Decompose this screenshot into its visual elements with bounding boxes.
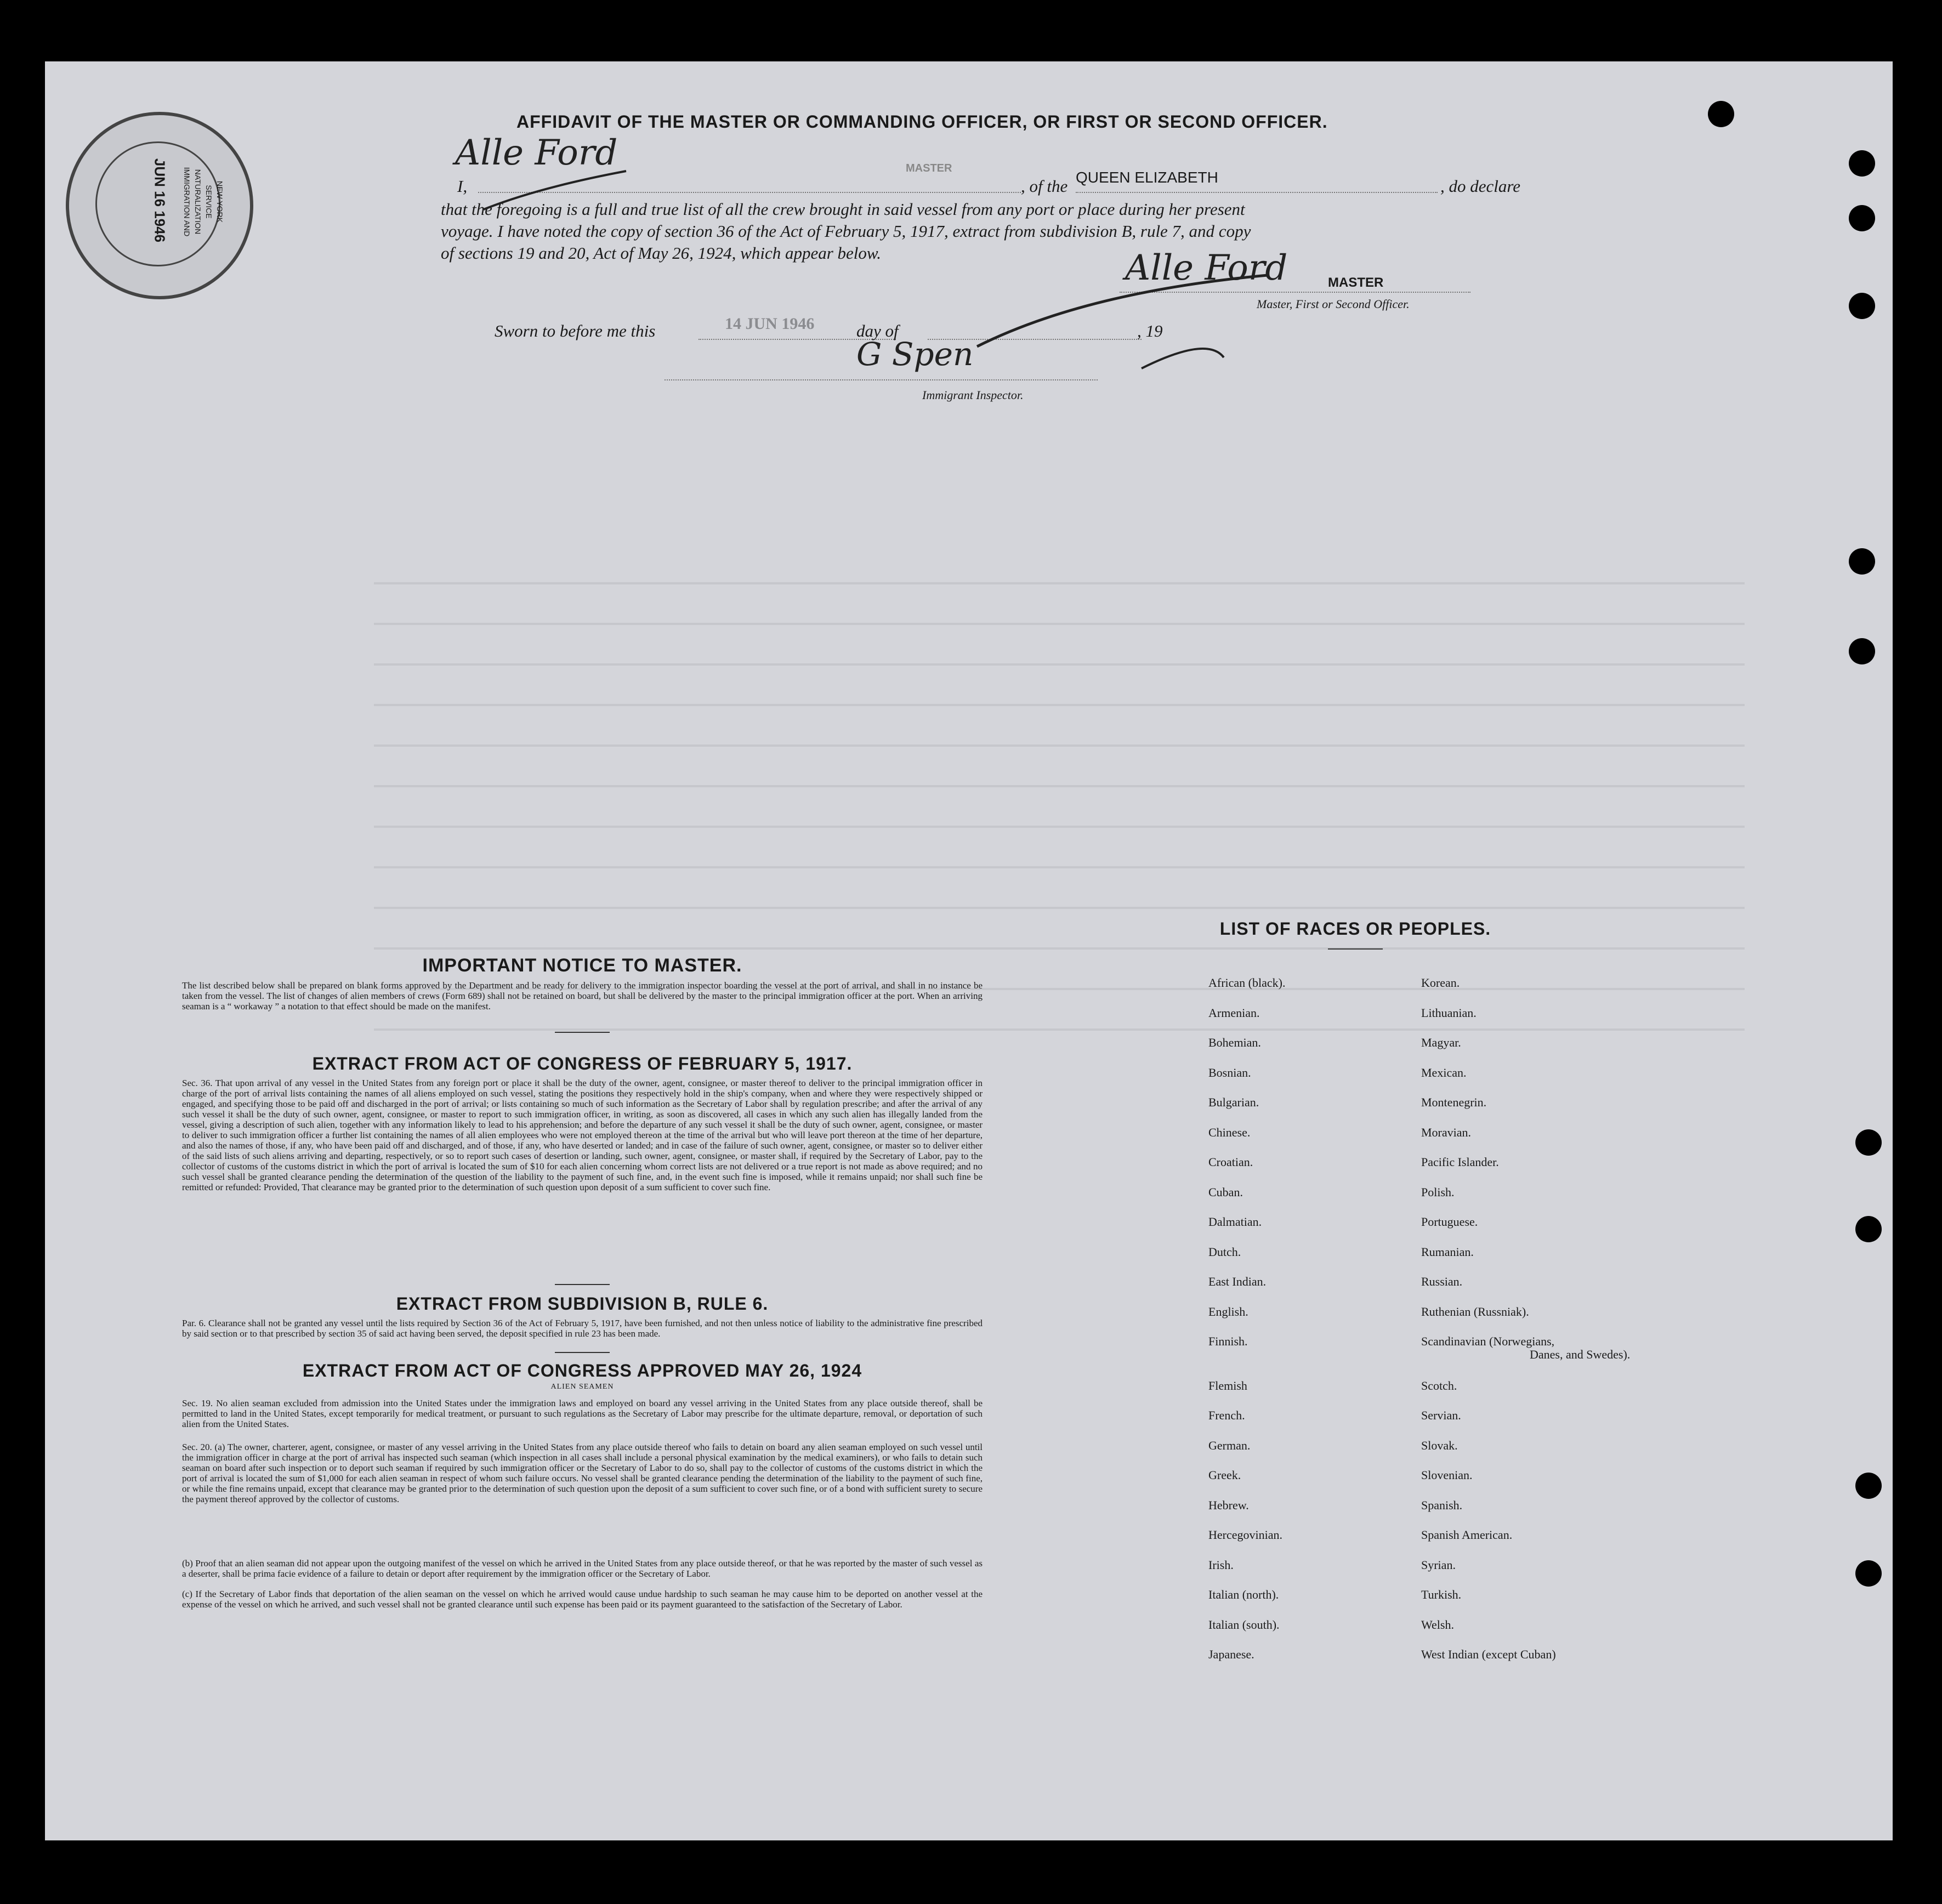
race-item: Cuban. [1208, 1185, 1243, 1199]
stamp-line: NATURALIZATION [194, 169, 202, 235]
race-item: Armenian. [1208, 1005, 1260, 1020]
race-item: German. [1208, 1438, 1251, 1452]
officer-signature: Alle Ford [1125, 248, 1288, 288]
affidavit-title: AFFIDAVIT OF THE MASTER OR COMMANDING OFFICER, OR FIRST OR SECOND OFFICER. [516, 112, 1328, 132]
punch-hole [1855, 1216, 1882, 1242]
race-item: Hercegovinian. [1208, 1528, 1282, 1542]
divider [1328, 948, 1383, 950]
divider [555, 1352, 610, 1353]
alien-seamen-subtitle: ALIEN SEAMEN [550, 1383, 614, 1391]
race-item: Scotch. [1421, 1378, 1457, 1393]
divider [555, 1032, 610, 1033]
declaration-line: that the foregoing is a full and true list of all the crew brought in said vessel from any port or place during her present [441, 200, 1245, 219]
stamp-date: JUN 16 1946 [151, 158, 168, 243]
extract-1924-sec20a: Sec. 20. (a) The owner, charterer, agent, consignee, or master of any vessel arriving in the United States from any place outside thereof who fails to detain on board any alien seaman employed on such vessel until the immigration officer in charge at the port of arrival has inspected such seaman (which inspection in all cases shall include a personal physical examination by the medical examiners), or who fails to detain such seaman on board after such inspection or to deport such seaman if required by such immigration officer or the Secretary of Labor to do so, shall pay to the collector of customs of the customs district in which the port of arrival is located the sum of $1,000 for each alien seaman in respect of whom such failure occurs. No vessel shall be granted clearance pending the determination of the liability to the payment of such fine, or while the fine remains unpaid, except that clearance may be granted prior to the determination of such question upon the deposit of a sum sufficient to cover such fine, or of a bond with sufficient surety to secure the payment thereof approved by the collector of customs. [182, 1442, 983, 1504]
race-item: Finnish. [1208, 1334, 1248, 1348]
race-item: Danes, and Swedes). [1530, 1348, 1631, 1361]
divider [555, 1284, 610, 1285]
race-item: Servian. [1421, 1408, 1461, 1422]
race-item: East Indian. [1208, 1275, 1267, 1288]
race-item: Turkish. [1421, 1588, 1462, 1601]
stamp-line: IMMIGRATION AND [183, 167, 191, 237]
race-item: Bohemian. [1208, 1036, 1261, 1049]
race-item: Montenegrin. [1421, 1095, 1487, 1109]
punch-hole [1855, 1560, 1882, 1587]
extract-1924-title: EXTRACT FROM ACT OF CONGRESS APPROVED MAY 26, 1924 [302, 1361, 862, 1380]
year-prefix: , 19 [1137, 321, 1163, 340]
race-item: Slovak. [1421, 1438, 1458, 1452]
notice-text: The list described below shall be prepared on blank forms approved by the Department and be ready for delivery to the immigration inspector boarding the vessel at the port of arrival, and shall in no instance be taken from the vessel. The list of changes of alien members of crews (Form 689) shall not be retained on board, but shall be delivered by the master to the principal immigration officer at the port. When an arriving seaman is a “ workaway ” a notation to that effect should be made on the manifest. [182, 980, 983, 1011]
vessel-name: QUEEN ELIZABETH [1076, 169, 1218, 186]
race-item: Korean. [1421, 976, 1460, 990]
race-item: Greek. [1208, 1468, 1241, 1482]
document-sheet [45, 61, 1893, 1840]
race-item: Ruthenian (Russniak). [1421, 1304, 1529, 1318]
punch-hole [1849, 548, 1875, 575]
declaration-line: voyage. I have noted the copy of section 36 of the Act of February 5, 1917, extract from subdivision B, rule 7, and copy [441, 221, 1251, 241]
of-the-label: , of the [1021, 177, 1068, 196]
race-item: Russian. [1421, 1275, 1463, 1288]
stamp-line: NEW YORK [215, 181, 224, 223]
sworn-prefix: Sworn to before me this [495, 321, 656, 340]
race-item: West Indian (except Cuban) [1421, 1647, 1556, 1661]
race-item: Mexican. [1421, 1065, 1467, 1079]
extract-1924-sec20c: (c) If the Secretary of Labor finds that deportation of the alien seaman on the vessel on which he arrived would cause undue hardship to such seaman he may cause him to be deported on another vessel at the expense of the vessel on which he arrived, and such vessel shall not be granted clearance until such expense has been paid or its payment guaranteed to the satisfaction of the Secretary of Labor. [182, 1589, 983, 1610]
race-item: Syrian. [1421, 1558, 1456, 1572]
declaration-prefix: I, [457, 177, 468, 196]
race-item: Portuguese. [1421, 1215, 1478, 1229]
race-item: Italian (south). [1208, 1617, 1280, 1632]
race-item: Welsh. [1421, 1617, 1454, 1632]
race-item: Scandinavian (Norwegians, [1421, 1334, 1555, 1348]
race-item: Flemish [1208, 1378, 1247, 1393]
extract-1917-title: EXTRACT FROM ACT OF CONGRESS OF FEBRUARY 5, 1917. [312, 1054, 853, 1073]
stamp-line: SERVICE [205, 185, 213, 219]
punch-hole [1855, 1129, 1882, 1156]
race-item: Bulgarian. [1208, 1095, 1259, 1109]
race-item: Moravian. [1421, 1125, 1472, 1139]
declaration-line: of sections 19 and 20, Act of May 26, 1924, which appear below. [441, 243, 882, 263]
extract-1924-sec19: Sec. 19. No alien seaman excluded from admission into the United States under the immigration laws and employed on board any vessel arriving in the United States from any place outside thereof, shall be permitted to land in the United States, except temporarily for medical treatment, or pursuant to such regulations as the Secretary of Labor may prescribe for the ultimate departure, removal, or deportation of such alien from the United States. [182, 1398, 983, 1429]
punch-hole [1849, 638, 1875, 664]
race-item: English. [1208, 1304, 1248, 1318]
race-item: Polish. [1421, 1185, 1455, 1199]
rule6-title: EXTRACT FROM SUBDIVISION B, RULE 6. [396, 1294, 769, 1314]
race-item: Spanish. [1421, 1498, 1463, 1512]
races-title: LIST OF RACES OR PEOPLES. [1219, 919, 1491, 939]
race-item: Dutch. [1208, 1244, 1241, 1259]
race-item: Japanese. [1208, 1647, 1254, 1661]
race-item: Bosnian. [1208, 1065, 1251, 1079]
extract-1917-text: Sec. 36. That upon arrival of any vessel in the United States from any foreign port or place it shall be the duty of the owner, agent, consignee, or master thereof to deliver to the principal immigration officer in charge of the port of arrival lists containing the names of all aliens employed on such vessel, stating the positions they respectively hold in the ship's company, when and where they were respectively shipped or engaged, and specifying those to be paid off and discharged in the port of arrival; or lists containing so much of such information as the Secretary of Labor shall by regulation prescribe; and after the arrival of any such vessel it shall be the duty of such owner, agent, consignee, or master to report to such immigration officer, in writing, as soon as discovered, all cases in which any such alien has illegally landed from the vessel, giving a description of such alien, together with any information likely to lead to his apprehension; and before the departure of any such vessel it shall be the duty of such owner, agent, consignee, or master to deliver to such immigration officer a further list containing the names of all alien employees who were not employed thereon at the time of the arrival but who will leave port thereon at the time of her departure, and also the names of those, if any, who have been paid off and discharged, and of those, if any, who have deserted or landed; and in case of the failure of such owner, agent, consignee, or master so to deliver either of the said lists of such aliens arriving and departing, respectively, or so to report such cases of desertion or landing, such owner, agent, consignee, or master shall, if required by the Secretary of Labor, pay to the collector of customs of the customs district in which the port of arrival is located the sum of $10 for each alien concerning whom correct lists are not delivered or a true report is not made as above required; and no such vessel shall be granted clearance pending the determination of the question of the liability to the payment of such fine, and, in the event such fine is imposed, while it remains unpaid; nor shall such fine be remitted or refunded: Provided, That clearance may be granted prior to the determination of such question upon deposit of a sum sufficient to cover such fine. [182, 1078, 983, 1192]
race-item: French. [1208, 1408, 1245, 1422]
race-item: Rumanian. [1421, 1244, 1474, 1259]
day-of-label: day of [856, 321, 899, 340]
race-item: Spanish American. [1421, 1528, 1513, 1542]
race-item: African (black). [1208, 976, 1286, 990]
race-item: Pacific Islander. [1421, 1155, 1499, 1169]
race-item: Dalmatian. [1208, 1215, 1262, 1229]
notice-title: IMPORTANT NOTICE TO MASTER. [422, 955, 742, 976]
signer-caption: Master, First or Second Officer. [1257, 297, 1410, 311]
inspector-caption: Immigrant Inspector. [922, 388, 1024, 402]
rule6-text: Par. 6. Clearance shall not be granted any vessel until the lists required by Section 36 of the Act of February 5, 1917, have been furnished, and not then unless notice of liability to the administrative fine prescribed by said section or to that prescribed by section 35 of said act having been served, the deposit specified in rule 23 has been made. [182, 1318, 983, 1339]
race-item: Hebrew. [1208, 1498, 1249, 1512]
signature-strokes [45, 61, 1893, 500]
race-item: Croatian. [1208, 1155, 1253, 1169]
race-item: Chinese. [1208, 1125, 1251, 1139]
do-declare-label: , do declare [1440, 177, 1521, 196]
race-item: Slovenian. [1421, 1468, 1473, 1482]
signature-master-label: MASTER [1328, 275, 1384, 290]
punch-hole [1855, 1473, 1882, 1499]
race-item: Magyar. [1421, 1036, 1461, 1049]
inspector-signature: G Spen [856, 336, 974, 373]
race-item: Lithuanian. [1421, 1005, 1477, 1020]
extract-1924-sec20b: (b) Proof that an alien seaman did not appear upon the outgoing manifest of the vessel on which he arrived in the United States from any place outside thereof, or that he was reported by the master of such vessel as a deserter, shall be prima facie evidence of a failure to detain or deport after requirement by the immigration officer or the Secretary of Labor. [182, 1558, 983, 1579]
race-item: Italian (north). [1208, 1588, 1279, 1601]
master-label: MASTER [906, 162, 952, 174]
race-item: Irish. [1208, 1558, 1234, 1572]
sworn-date-stamp: 14 JUN 1946 [725, 315, 815, 333]
master-signature: Alle Ford [455, 133, 618, 173]
